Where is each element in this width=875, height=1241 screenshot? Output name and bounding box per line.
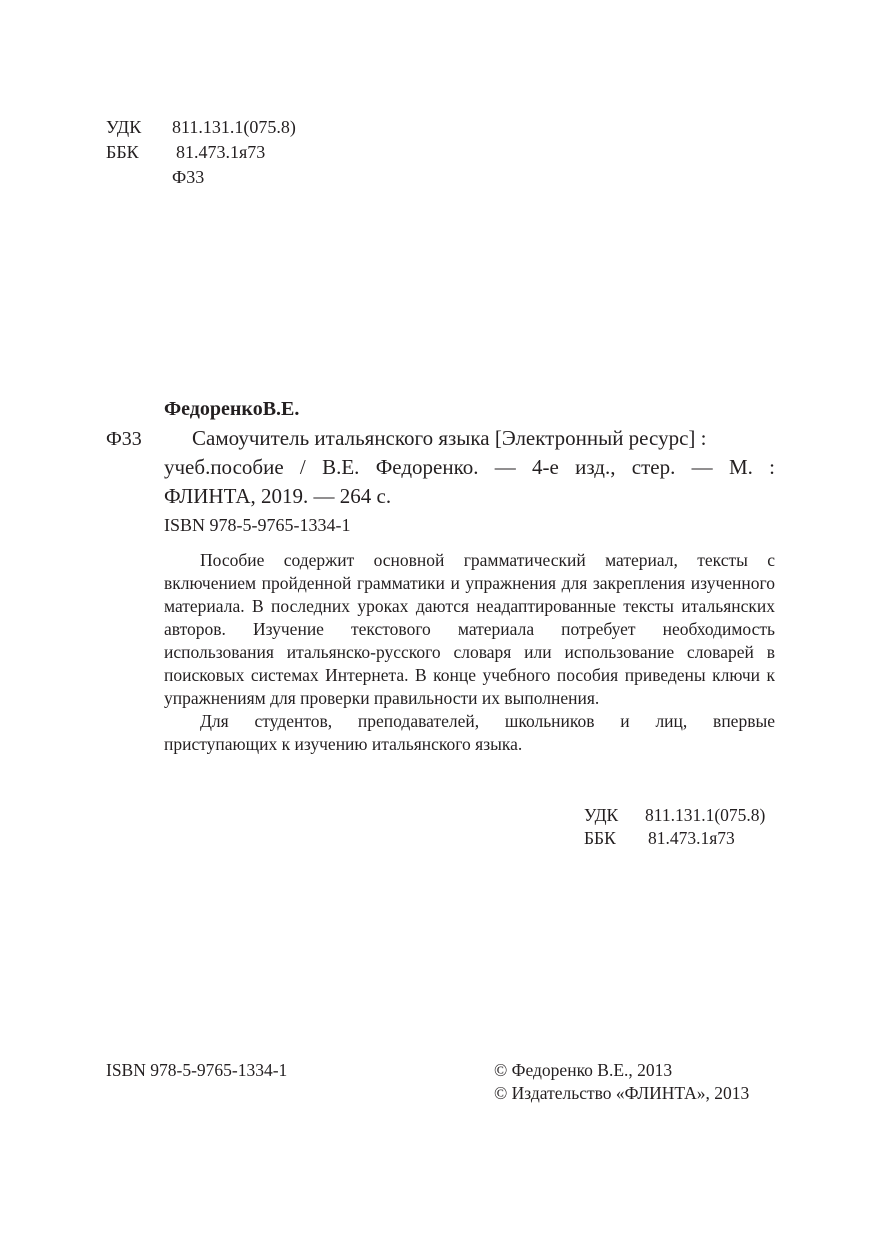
record-author-mark: Ф33 (106, 428, 142, 450)
bib-line-3: ФЛИНТА, 2019. — 264 с. (164, 484, 392, 508)
copyright-author: © Федоренко В.Е., 2013 (494, 1060, 673, 1080)
bottom-udk-label: УДК (584, 805, 619, 825)
author-name: ФедоренкоВ.Е. (164, 398, 300, 420)
bottom-udk-value: 811.131.1(075.8) (645, 805, 766, 825)
annotation-paragraph-2-line-2: приступающих к изучению итальянского языка. (164, 734, 523, 754)
bottom-bbk-label: ББК (584, 828, 616, 848)
bib-line-2: учеб.пособие / В.Е. Федоренко. — 4-е изд., стер. — М. : (164, 455, 775, 479)
bottom-bbk-value: 81.473.1я73 (648, 828, 735, 848)
top-author-mark: Ф33 (172, 167, 205, 187)
annotation-paragraph-2-line-1: Для студентов, преподавателей, школьников и лиц, впервые (200, 711, 775, 731)
annotation (164, 549, 775, 756)
annotation-paragraph-1: Пособие содержит основной грамматический материал, тексты с включением пройденной грамматики и упражнения для закрепления изученного материала. В последних уроках даются неадаптированные тексты итальянских авторов. Изучение текстового материала потребует необходимость использования итальянско-русского словаря или использование словарей в поисковых системах Интернета. В конце учебного пособия приведены ключи к упражнениям для проверки правильности их выполнения. (164, 550, 775, 708)
top-udk-value: 811.131.1(075.8) (172, 117, 296, 137)
bib-line-1: Самоучитель итальянского языка [Электронный ресурс] : (192, 426, 707, 450)
copyright-publisher: © Издательство «ФЛИНТА», 2013 (494, 1083, 750, 1103)
footer-isbn: ISBN 978-5-9765-1334-1 (106, 1060, 288, 1080)
top-bbk-label: ББК (106, 142, 139, 162)
top-udk-label: УДК (106, 117, 142, 137)
top-bbk-value: 81.473.1я73 (176, 142, 266, 162)
record-isbn: ISBN 978-5-9765-1334-1 (164, 515, 351, 535)
